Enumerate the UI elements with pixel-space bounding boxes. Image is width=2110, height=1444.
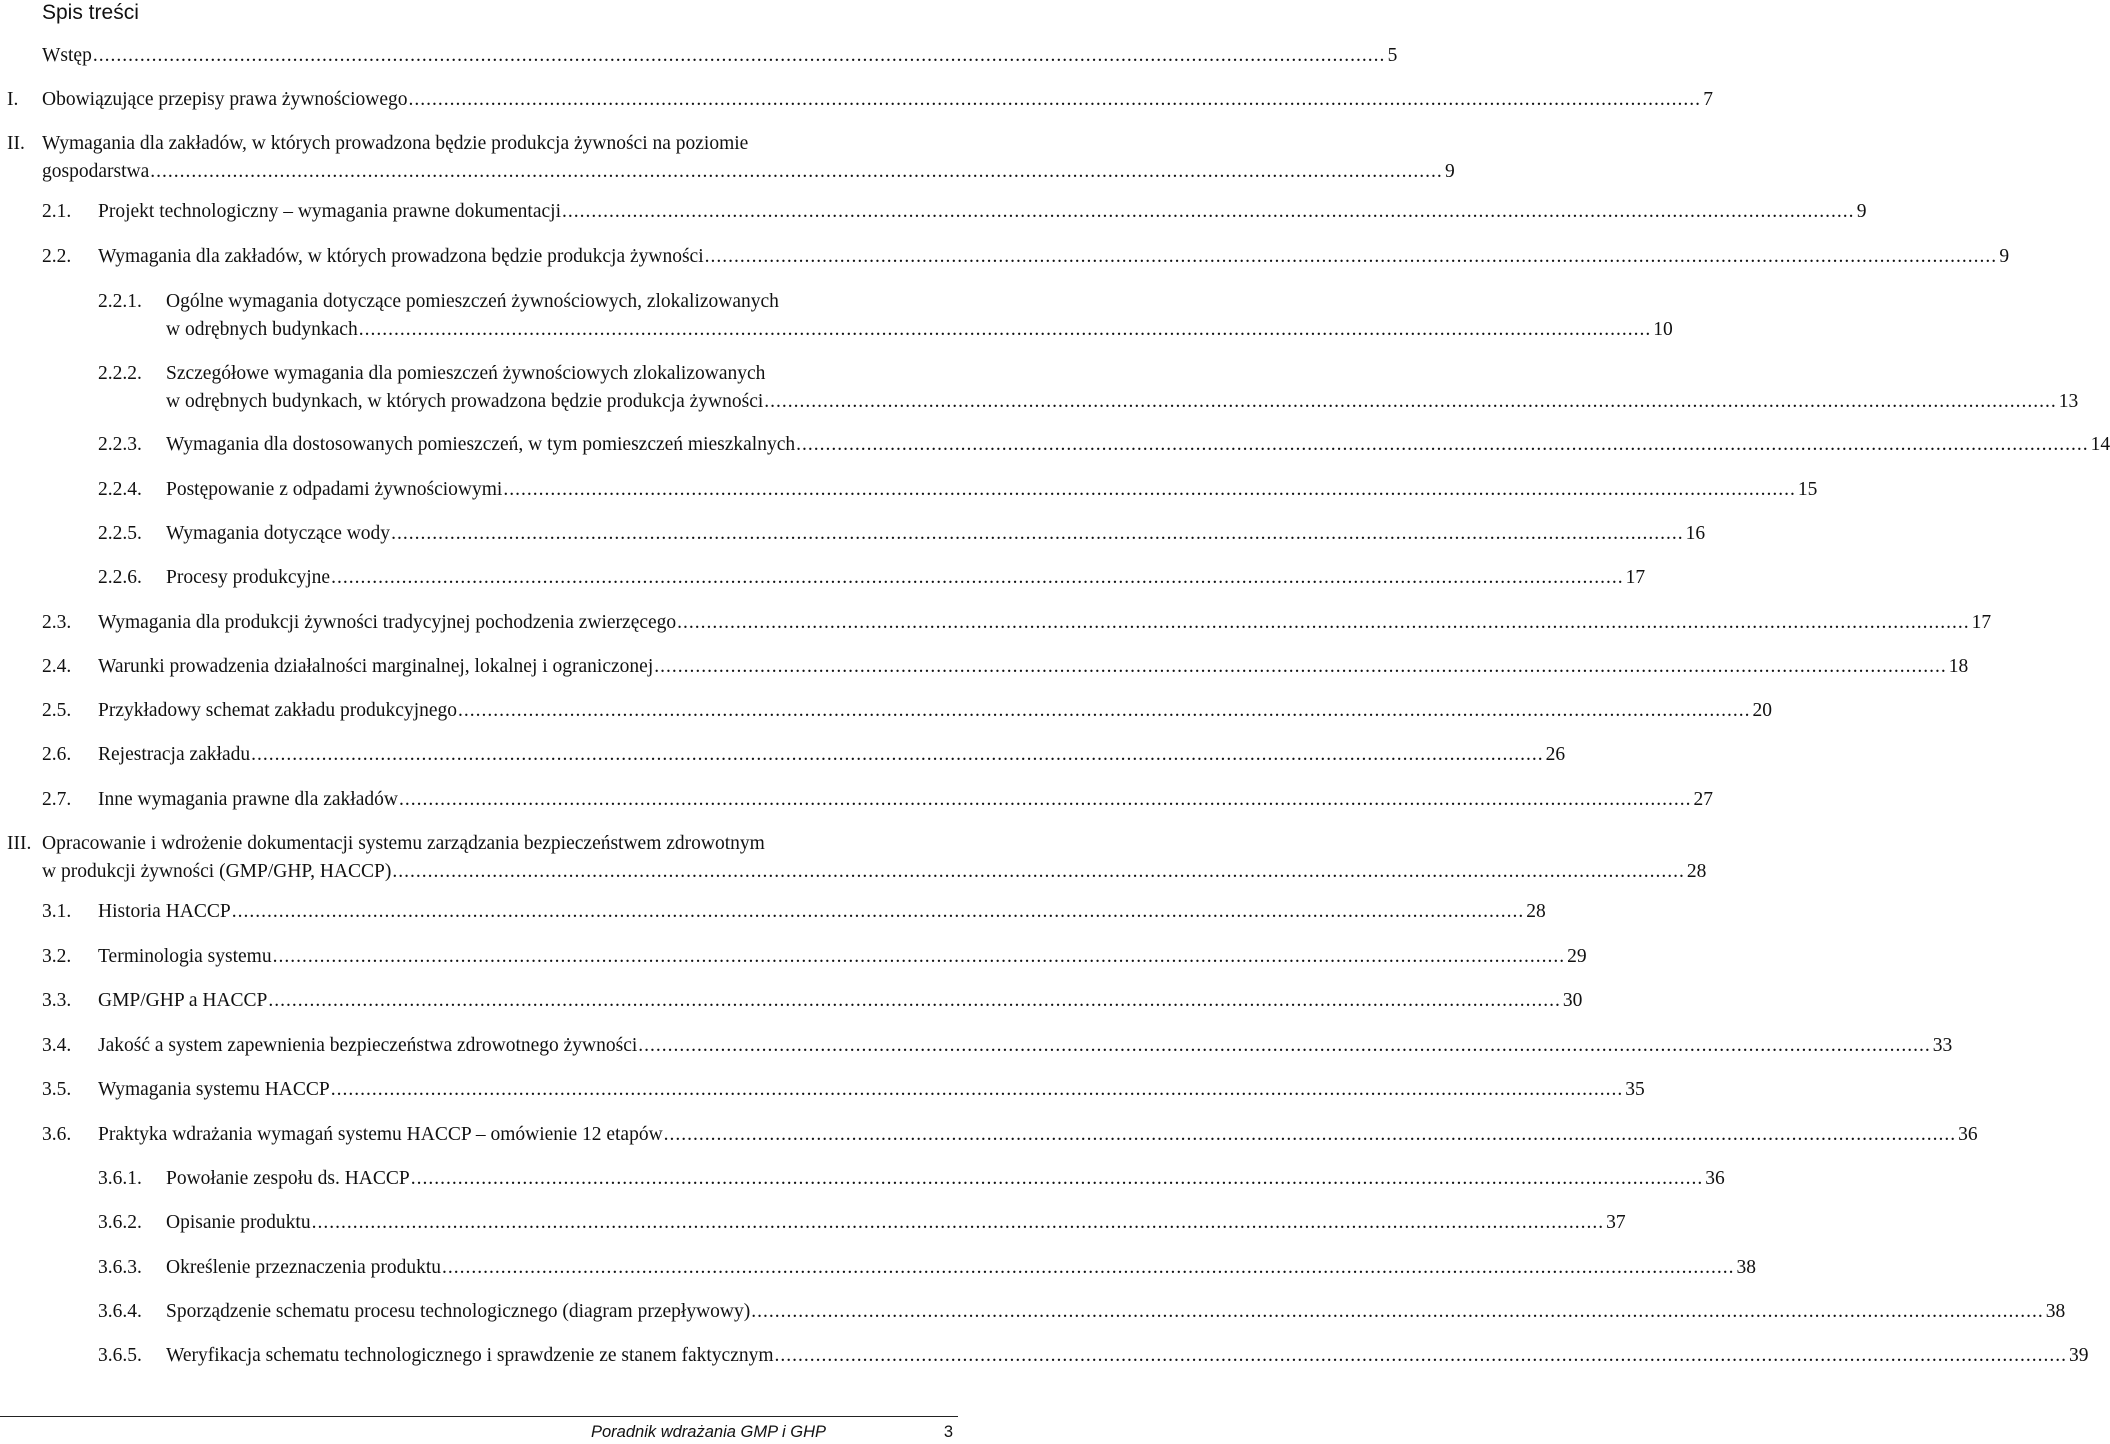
toc-entry[interactable] xyxy=(98,476,1818,504)
toc-entry-page: 30 xyxy=(1562,990,1583,1011)
toc-leader-dots: ............................................................................................................................................................................................................................ xyxy=(272,946,1566,967)
toc-entry[interactable] xyxy=(98,288,1673,344)
toc-entry-title: Wymagania dla zakładów, w których prowadzona będzie produkcja żywności xyxy=(98,246,704,267)
toc-entry[interactable] xyxy=(98,520,1706,548)
toc-leader-dots: ............................................................................................................................................................................................................................ xyxy=(561,201,1855,222)
toc-entry-title: Rejestracja zakładu xyxy=(98,744,251,765)
toc-entry-number: 2.2.6. xyxy=(98,567,142,588)
toc-entry[interactable] xyxy=(42,786,1713,814)
toc-entry[interactable] xyxy=(98,1209,1626,1237)
toc-entry[interactable] xyxy=(42,653,1969,681)
toc-entry-number: 3.6.4. xyxy=(98,1301,142,1322)
toc-entry-title: Inne wymagania prawne dla zakładów xyxy=(98,789,398,810)
toc-entry-number: 2.2.2. xyxy=(98,363,142,384)
toc-entry[interactable] xyxy=(98,1165,1725,1193)
toc-entry-title: Ogólne wymagania dotyczące pomieszczeń żywnościowych, zlokalizowanych xyxy=(166,291,779,312)
toc-entry-number: 3.1. xyxy=(42,901,72,922)
toc-entry-title: GMP/GHP a HACCP xyxy=(98,990,268,1011)
toc-entry-number: I. xyxy=(7,89,19,110)
toc-entry[interactable] xyxy=(98,360,2079,416)
toc-entry-number: 3.3. xyxy=(42,990,72,1011)
toc-entry[interactable] xyxy=(42,609,1992,637)
toc-entry-page: 15 xyxy=(1797,479,1818,500)
toc-entry-page: 17 xyxy=(1971,612,1992,633)
toc-leader-dots: ............................................................................................................................................................................................................................ xyxy=(408,89,1701,110)
toc-entry-page: 36 xyxy=(1958,1124,1978,1145)
toc-entry[interactable] xyxy=(42,1121,1978,1149)
toc-entry-page: 27 xyxy=(1693,789,1713,810)
toc-entry-title: Wymagania dla zakładów, w których prowadzona będzie produkcja żywności na poziomie xyxy=(42,133,749,154)
toc-entry-title: Obowiązujące przepisy prawa żywnościowego xyxy=(42,89,408,110)
toc-entry-page: 20 xyxy=(1752,700,1773,721)
toc-leader-dots: ............................................................................................................................................................................................................................ xyxy=(796,434,2089,455)
toc-entry-title: Powołanie zespołu ds. HACCP xyxy=(166,1168,410,1189)
toc-entry-title: w odrębnych budynkach, w których prowadzona będzie produkcja żywności xyxy=(166,391,764,412)
toc-leader-dots: ............................................................................................................................................................................................................................ xyxy=(751,1301,2044,1322)
footer-title: Poradnik wdrażania GMP i GHP xyxy=(591,1423,827,1441)
toc-entry-page: 28 xyxy=(1526,901,1546,922)
toc-leader-dots: ............................................................................................................................................................................................................................ xyxy=(704,246,1998,267)
toc-entry-title: Postępowanie z odpadami żywnościowymi xyxy=(166,479,503,500)
toc-leader-dots: ............................................................................................................................................................................................................................ xyxy=(358,319,1652,340)
footer-page-number: 3 xyxy=(943,1423,953,1441)
toc-entry-number: 2.2.1. xyxy=(98,291,142,312)
toc-leader-dots: ............................................................................................................................................................................................................................ xyxy=(764,391,2057,412)
toc-leader-dots: ............................................................................................................................................................................................................................ xyxy=(410,1168,1704,1189)
toc-entry[interactable] xyxy=(7,830,1707,886)
toc-entry-page: 35 xyxy=(1625,1079,1645,1100)
toc-leader-dots: ............................................................................................................................................................................................................................ xyxy=(774,1345,2068,1366)
toc-entry-page: 18 xyxy=(1948,656,1969,677)
toc-entry-number: 2.5. xyxy=(42,700,72,721)
toc-entry-number: 3.6.3. xyxy=(98,1257,142,1278)
toc-entry-title: Historia HACCP xyxy=(98,901,231,922)
toc-entry[interactable] xyxy=(42,1076,1645,1104)
toc-leader-dots: ............................................................................................................................................................................................................................ xyxy=(331,567,1624,588)
toc-entry-number: 2.7. xyxy=(42,789,72,810)
toc-entry-number: 3.6.1. xyxy=(98,1168,142,1189)
toc-entry-number: 2.1. xyxy=(42,201,72,222)
toc-entry-title: Szczegółowe wymagania dla pomieszczeń żywnościowych zlokalizowanych xyxy=(166,363,766,384)
toc-leader-dots: ............................................................................................................................................................................................................................ xyxy=(251,744,1544,765)
toc-entry-page: 9 xyxy=(1444,161,1455,182)
toc-entry-title: Wstęp xyxy=(42,45,92,66)
toc-entry-title: w odrębnych budynkach xyxy=(166,319,358,340)
toc-entry-page: 13 xyxy=(2058,391,2079,412)
toc-leader-dots: ............................................................................................................................................................................................................................ xyxy=(150,161,1443,182)
toc-entry-title: Projekt technologiczny – wymagania prawne dokumentacji xyxy=(98,201,561,222)
toc-entry-number: 3.6.5. xyxy=(98,1345,142,1366)
toc-entry[interactable] xyxy=(42,741,1566,769)
toc-entry-page: 5 xyxy=(1387,45,1398,66)
toc-entry[interactable] xyxy=(42,198,1867,226)
toc-leader-dots: ............................................................................................................................................................................................................................ xyxy=(654,656,1947,677)
toc-leader-dots: ............................................................................................................................................................................................................................ xyxy=(231,901,1525,922)
toc-entry[interactable] xyxy=(42,243,2010,271)
toc-entry[interactable] xyxy=(42,943,1587,971)
toc-leader-dots: ............................................................................................................................................................................................................................ xyxy=(677,612,1970,633)
toc-entry-number: II. xyxy=(7,133,25,154)
toc-leader-dots: ............................................................................................................................................................................................................................ xyxy=(442,1257,1735,1278)
toc-title: Spis treści xyxy=(42,1,139,24)
toc-entry[interactable] xyxy=(98,1298,2066,1326)
toc-entry-title: gospodarstwa xyxy=(42,161,150,182)
toc-entry[interactable] xyxy=(42,1032,1953,1060)
toc-entry-page: 9 xyxy=(1999,246,2010,267)
toc-entry-page: 16 xyxy=(1685,523,1706,544)
toc-entry[interactable] xyxy=(98,1254,1757,1282)
toc-entry-title: Wymagania systemu HACCP xyxy=(98,1079,330,1100)
toc-entry-title: Opracowanie i wdrożenie dokumentacji systemu zarządzania bezpieczeństwem zdrowotnym xyxy=(42,833,765,854)
toc-entry-title: Weryfikacja schematu technologicznego i sprawdzenie ze stanem faktycznym xyxy=(166,1345,774,1366)
toc-entry-title: Terminologia systemu xyxy=(98,946,272,967)
toc-entry-page: 36 xyxy=(1705,1168,1725,1189)
toc-entry-number: 2.4. xyxy=(42,656,72,677)
toc-leader-dots: ............................................................................................................................................................................................................................ xyxy=(458,700,1751,721)
toc-leader-dots: ............................................................................................................................................................................................................................ xyxy=(638,1035,1931,1056)
toc-entry-title: Jakość a system zapewnienia bezpieczeństwa zdrowotnego żywności xyxy=(98,1035,638,1056)
toc-entry[interactable] xyxy=(7,130,1455,186)
toc-entry[interactable] xyxy=(98,431,2110,459)
toc-entry-page: 26 xyxy=(1545,744,1566,765)
toc-entry-title: Wymagania dla produkcji żywności tradycyjnej pochodzenia zwierzęcego xyxy=(98,612,677,633)
toc-leader-dots: ............................................................................................................................................................................................................................ xyxy=(503,479,1796,500)
toc-leader-dots: ............................................................................................................................................................................................................................ xyxy=(391,523,1684,544)
toc-entry-number: 3.6. xyxy=(42,1124,72,1145)
toc-entry-title: Przykładowy schemat zakładu produkcyjnego xyxy=(98,700,458,721)
toc-entry-page: 37 xyxy=(1606,1212,1626,1233)
toc-entry-title: Warunki prowadzenia działalności marginalnej, lokalnej i ograniczonej xyxy=(98,656,654,677)
toc-entry-number: 2.2.3. xyxy=(98,434,142,455)
toc-leader-dots: ............................................................................................................................................................................................................................ xyxy=(92,45,1386,66)
toc-entry-number: 2.3. xyxy=(42,612,72,633)
toc-entry-page: 9 xyxy=(1856,201,1867,222)
toc-entry-number: III. xyxy=(7,833,32,854)
toc-leader-dots: ............................................................................................................................................................................................................................ xyxy=(398,789,1692,810)
toc-entry-title: Procesy produkcyjne xyxy=(166,567,331,588)
toc-leader-dots: ............................................................................................................................................................................................................................ xyxy=(330,1079,1624,1100)
toc-entry[interactable] xyxy=(98,564,1646,592)
toc-entry-title: Opisanie produktu xyxy=(166,1212,311,1233)
footer-divider xyxy=(0,1416,958,1417)
toc-entry-number: 3.6.2. xyxy=(98,1212,142,1233)
toc-entry[interactable] xyxy=(42,697,1773,725)
toc-entry-page: 7 xyxy=(1703,89,1713,110)
toc-entry-title: Praktyka wdrażania wymagań systemu HACCP – omówienie 12 etapów xyxy=(98,1124,663,1145)
toc-entry-page: 39 xyxy=(2069,1345,2089,1366)
toc-entry-page: 10 xyxy=(1653,319,1673,340)
toc-entry-page: 14 xyxy=(2090,434,2110,455)
toc-entry-page: 38 xyxy=(2045,1301,2066,1322)
toc-entry[interactable] xyxy=(42,987,1583,1015)
toc-entry[interactable] xyxy=(42,898,1546,926)
toc-entry-title: Określenie przeznaczenia produktu xyxy=(166,1257,442,1278)
toc-entry-page: 17 xyxy=(1625,567,1646,588)
toc-entry-number: 2.6. xyxy=(42,744,72,765)
toc-leader-dots: ............................................................................................................................................................................................................................ xyxy=(392,861,1685,882)
toc-entry[interactable] xyxy=(7,86,1713,114)
toc-entry-title: Wymagania dotyczące wody xyxy=(166,523,391,544)
toc-entry-number: 2.2. xyxy=(42,246,72,267)
toc-entry-number: 3.4. xyxy=(42,1035,72,1056)
toc-entry[interactable] xyxy=(42,42,1398,70)
toc-entry-number: 3.5. xyxy=(42,1079,72,1100)
toc-entry-page: 29 xyxy=(1567,946,1587,967)
toc-entry-number: 2.2.4. xyxy=(98,479,142,500)
toc-entry-page: 28 xyxy=(1686,861,1707,882)
toc-entry-page: 33 xyxy=(1932,1035,1953,1056)
toc-entry-page: 38 xyxy=(1736,1257,1757,1278)
toc-leader-dots: ............................................................................................................................................................................................................................ xyxy=(268,990,1561,1011)
toc-entry-title: Wymagania dla dostosowanych pomieszczeń, w tym pomieszczeń mieszkalnych xyxy=(166,434,796,455)
toc-entry[interactable] xyxy=(98,1342,2089,1370)
toc-entry-number: 3.2. xyxy=(42,946,72,967)
toc-entry-number: 2.2.5. xyxy=(98,523,142,544)
toc-entry-title: w produkcji żywności (GMP/GHP, HACCP) xyxy=(42,861,392,882)
toc-leader-dots: ............................................................................................................................................................................................................................ xyxy=(311,1212,1605,1233)
toc-leader-dots: ............................................................................................................................................................................................................................ xyxy=(663,1124,1957,1145)
toc-entry-title: Sporządzenie schematu procesu technologicznego (diagram przepływowy) xyxy=(166,1301,751,1322)
